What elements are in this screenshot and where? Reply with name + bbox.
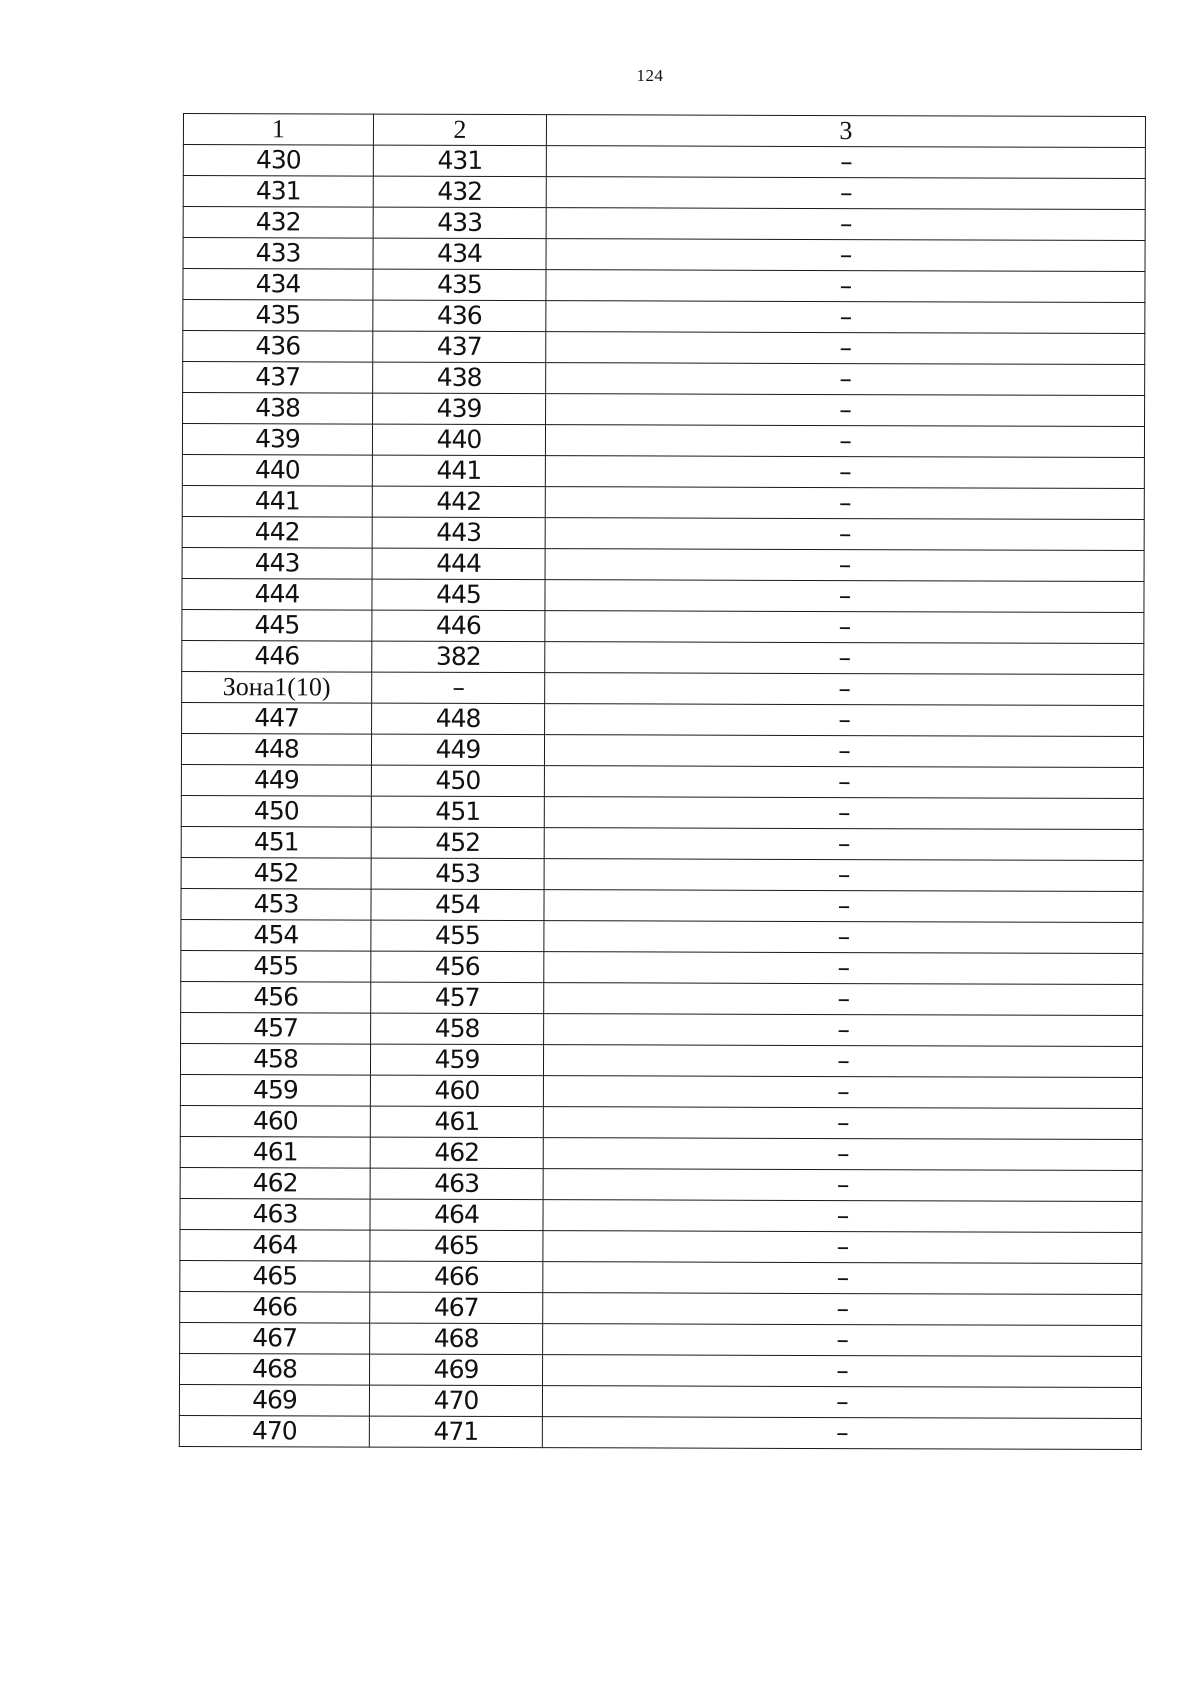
table-row xyxy=(179,1384,1141,1418)
table-cell: – xyxy=(543,1231,1142,1264)
table-cell: 436 xyxy=(373,300,546,332)
table-row xyxy=(181,764,1143,798)
table-cell: 440 xyxy=(372,424,545,456)
table-cell: 436 xyxy=(183,331,373,363)
table-cell: – xyxy=(542,1417,1141,1450)
table-cell: – xyxy=(543,1138,1142,1171)
data-table-container xyxy=(179,113,1145,1450)
table-cell: 454 xyxy=(371,889,544,921)
table-row xyxy=(182,485,1144,519)
table-cell: – xyxy=(543,1107,1142,1140)
table-cell: – xyxy=(372,672,545,704)
table-cell: 430 xyxy=(183,145,373,177)
table-row xyxy=(182,578,1144,612)
table-cell: 431 xyxy=(373,145,546,177)
table-cell: 444 xyxy=(372,548,545,580)
table-cell: Зона1(10) xyxy=(182,671,372,703)
table-row xyxy=(180,1291,1142,1325)
table-cell: 434 xyxy=(373,238,546,270)
table-cell: 447 xyxy=(182,702,372,734)
table-cell: 443 xyxy=(372,517,545,549)
table-cell: – xyxy=(546,146,1145,179)
column-header: 2 xyxy=(373,114,546,146)
table-cell: 465 xyxy=(180,1260,370,1292)
table-cell: – xyxy=(546,208,1145,241)
table-row xyxy=(183,145,1145,179)
table-cell: – xyxy=(545,456,1144,489)
table-cell: 456 xyxy=(181,981,371,1013)
column-header: 3 xyxy=(546,115,1145,148)
table-cell: 469 xyxy=(370,1354,543,1386)
table-cell: – xyxy=(543,1293,1142,1326)
table-cell: 441 xyxy=(372,455,545,487)
table-cell: 464 xyxy=(180,1229,370,1261)
table-cell: – xyxy=(545,580,1144,613)
table-cell: 432 xyxy=(183,207,373,239)
table-row xyxy=(181,981,1143,1015)
table-cell: 445 xyxy=(372,579,545,611)
table-cell: – xyxy=(546,270,1145,303)
table-cell: – xyxy=(545,425,1144,458)
table-cell: – xyxy=(544,859,1143,892)
table-row xyxy=(180,1322,1142,1356)
table-cell: – xyxy=(546,363,1145,396)
table-cell: 456 xyxy=(371,951,544,983)
table-cell: 465 xyxy=(370,1230,543,1262)
table-cell: 437 xyxy=(373,331,546,363)
table-cell: 439 xyxy=(182,424,372,456)
table-row xyxy=(181,857,1143,891)
table-row xyxy=(181,950,1143,984)
table-cell: – xyxy=(543,1262,1142,1295)
table-row xyxy=(181,888,1143,922)
table-row xyxy=(180,1260,1142,1294)
table-cell: 469 xyxy=(179,1384,369,1416)
table-cell: – xyxy=(546,301,1145,334)
table-cell: 453 xyxy=(371,858,544,890)
table-cell: 451 xyxy=(181,826,371,858)
table-row xyxy=(181,919,1143,953)
table-cell: 460 xyxy=(180,1105,370,1137)
table-cell: – xyxy=(543,1045,1142,1078)
table-cell: 455 xyxy=(181,950,371,982)
table-cell: 463 xyxy=(370,1168,543,1200)
table-cell: 468 xyxy=(370,1323,543,1355)
table-cell: – xyxy=(546,394,1145,427)
table-row xyxy=(183,176,1145,210)
table-row xyxy=(183,393,1145,427)
table-cell: 382 xyxy=(372,641,545,673)
table-row xyxy=(183,300,1145,334)
table-cell: 441 xyxy=(182,485,372,517)
table-row xyxy=(181,1012,1143,1046)
table-cell: 432 xyxy=(373,176,546,208)
table-cell: – xyxy=(543,1169,1142,1202)
table-row xyxy=(180,1353,1142,1387)
table-cell: 435 xyxy=(183,300,373,332)
table-cell: – xyxy=(546,239,1145,272)
table-cell: 448 xyxy=(372,703,545,735)
table-row xyxy=(180,1136,1142,1170)
table-row xyxy=(182,609,1144,643)
table-cell: 449 xyxy=(371,734,544,766)
table-cell: 433 xyxy=(373,207,546,239)
table-row xyxy=(182,454,1144,488)
table-cell: 462 xyxy=(370,1137,543,1169)
table-cell: 449 xyxy=(181,764,371,796)
table-cell: 453 xyxy=(181,888,371,920)
table-cell: 431 xyxy=(183,176,373,208)
table-cell: – xyxy=(544,890,1143,923)
table-cell: 459 xyxy=(180,1074,370,1106)
table-cell: 437 xyxy=(183,362,373,394)
table-row xyxy=(182,640,1144,674)
table-row xyxy=(181,733,1143,767)
table-cell: – xyxy=(543,1200,1142,1233)
table-cell: – xyxy=(543,1324,1142,1357)
table-cell: 434 xyxy=(183,269,373,301)
table-row xyxy=(182,702,1144,736)
table-cell: 467 xyxy=(180,1322,370,1354)
table-cell: 435 xyxy=(373,269,546,301)
table-cell: 448 xyxy=(181,733,371,765)
table-cell: 468 xyxy=(180,1353,370,1385)
table-cell: – xyxy=(545,487,1144,520)
table-cell: 466 xyxy=(180,1291,370,1323)
table-row xyxy=(183,362,1145,396)
table-cell: 458 xyxy=(371,1013,544,1045)
data-table xyxy=(179,113,1146,1450)
table-cell: 452 xyxy=(181,857,371,889)
table-cell: 450 xyxy=(181,795,371,827)
table-cell: 461 xyxy=(180,1136,370,1168)
table-row xyxy=(183,207,1145,241)
table-body xyxy=(179,145,1145,1450)
table-cell: 442 xyxy=(182,516,372,548)
table-cell: 438 xyxy=(183,393,373,425)
table-cell: – xyxy=(543,1355,1142,1388)
table-cell: 442 xyxy=(372,486,545,518)
table-cell: 439 xyxy=(373,393,546,425)
table-header-row xyxy=(183,114,1145,148)
table-cell: – xyxy=(545,611,1144,644)
table-cell: 451 xyxy=(371,796,544,828)
table-cell: – xyxy=(545,673,1144,706)
table-cell: 464 xyxy=(370,1199,543,1231)
table-cell: 470 xyxy=(369,1385,542,1417)
table-row xyxy=(180,1198,1142,1232)
table-cell: 452 xyxy=(371,827,544,859)
table-row xyxy=(180,1043,1142,1077)
table-cell: 446 xyxy=(372,610,545,642)
table-cell: 443 xyxy=(182,547,372,579)
table-cell: 455 xyxy=(371,920,544,952)
table-cell: 444 xyxy=(182,578,372,610)
table-cell: 466 xyxy=(370,1261,543,1293)
table-cell: 433 xyxy=(183,238,373,270)
table-cell: 471 xyxy=(369,1416,542,1448)
table-cell: 457 xyxy=(181,1012,371,1044)
table-cell: 460 xyxy=(370,1075,543,1107)
table-row xyxy=(182,516,1144,550)
table-row xyxy=(183,238,1145,272)
table-cell: 467 xyxy=(370,1292,543,1324)
table-row xyxy=(183,269,1145,303)
table-cell: – xyxy=(542,1386,1141,1419)
table-row xyxy=(182,424,1144,458)
table-cell: 445 xyxy=(182,609,372,641)
table-cell: 438 xyxy=(373,362,546,394)
table-cell: – xyxy=(545,704,1144,737)
table-row xyxy=(182,547,1144,581)
table-cell: 457 xyxy=(371,982,544,1014)
table-cell: – xyxy=(544,797,1143,830)
table-cell: 440 xyxy=(182,454,372,486)
table-cell: – xyxy=(544,921,1143,954)
table-cell: – xyxy=(544,983,1143,1016)
table-cell: 461 xyxy=(370,1106,543,1138)
table-cell: – xyxy=(544,952,1143,985)
table-cell: 459 xyxy=(370,1044,543,1076)
table-row xyxy=(180,1074,1142,1108)
table-row xyxy=(180,1167,1142,1201)
table-cell: – xyxy=(543,1076,1142,1109)
table-cell: 446 xyxy=(182,640,372,672)
table-cell: 462 xyxy=(180,1167,370,1199)
table-row xyxy=(179,1415,1141,1449)
table-row xyxy=(181,826,1143,860)
table-cell: 470 xyxy=(179,1415,369,1447)
table-cell: – xyxy=(545,642,1144,675)
table-cell: – xyxy=(546,177,1145,210)
table-cell: – xyxy=(544,1014,1143,1047)
table-cell: – xyxy=(546,332,1145,365)
table-cell: 463 xyxy=(180,1198,370,1230)
column-header: 1 xyxy=(183,114,373,146)
table-row xyxy=(183,331,1145,365)
table-row xyxy=(182,671,1144,705)
table-row xyxy=(180,1229,1142,1263)
table-cell: 454 xyxy=(181,919,371,951)
table-row xyxy=(181,795,1143,829)
table-cell: – xyxy=(545,518,1144,551)
table-cell: 458 xyxy=(180,1043,370,1075)
table-cell: – xyxy=(544,766,1143,799)
table-cell: – xyxy=(544,828,1143,861)
table-cell: – xyxy=(545,549,1144,582)
table-row xyxy=(180,1105,1142,1139)
table-cell: 450 xyxy=(371,765,544,797)
table-cell: – xyxy=(544,735,1143,768)
page-number: 124 xyxy=(636,66,664,85)
